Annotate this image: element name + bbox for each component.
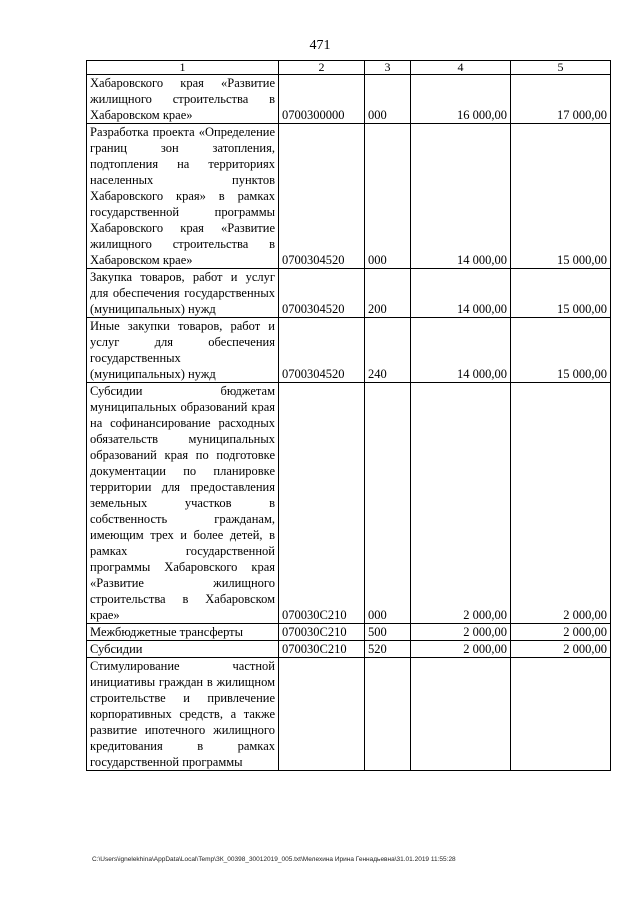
- header-cell: 3: [365, 61, 411, 75]
- row-amount-col4: 16 000,00: [411, 75, 511, 124]
- row-description: Иные закупки товаров, работ и услуг для обеспечения государственных (муниципальных) нужд: [87, 318, 279, 383]
- row-expense-type: [365, 658, 411, 771]
- row-target-code: 070030С210: [279, 383, 365, 624]
- row-expense-type: 000: [365, 124, 411, 269]
- row-description: Субсидии бюджетам муниципальных образований края на софинансирование расходных обязательств муниципальных образований края по подготовке документации по планировке территории для предоставления земельных участков в собственность гражданам, имеющим трех и более детей, в рамках государственной программы Хабаровского края «Развитие жилищного строительства в Хабаровском крае»: [87, 383, 279, 624]
- row-amount-col5: 15 000,00: [511, 318, 611, 383]
- row-amount-col5: 15 000,00: [511, 124, 611, 269]
- row-expense-type: 000: [365, 383, 411, 624]
- row-target-code: 070030С210: [279, 641, 365, 658]
- row-expense-type: 200: [365, 269, 411, 318]
- row-description: Хабаровского края «Развитие жилищного строительства в Хабаровском крае»: [87, 75, 279, 124]
- table-row: [87, 383, 611, 624]
- row-amount-col4: 14 000,00: [411, 124, 511, 269]
- table-row: [87, 75, 611, 124]
- row-target-code: 0700304520: [279, 124, 365, 269]
- row-target-code: 0700304520: [279, 269, 365, 318]
- row-expense-type: 520: [365, 641, 411, 658]
- table-header-row: [87, 61, 611, 75]
- row-expense-type: 000: [365, 75, 411, 124]
- row-description: Разработка проекта «Определение границ зон затопления, подтопления на территориях населенных пунктов Хабаровского края» в рамках государственной программы Хабаровского края «Развитие жилищного строительства в Хабаровском крае»: [87, 124, 279, 269]
- row-description: Межбюджетные трансферты: [87, 624, 279, 641]
- row-description: Стимулирование частной инициативы граждан в жилищном строительстве и привлечение корпоративных средств, а также развитие ипотечного жилищного кредитования в рамках государственной программы: [87, 658, 279, 771]
- row-target-code: [279, 658, 365, 771]
- row-amount-col4: 2 000,00: [411, 641, 511, 658]
- row-amount-col4: 14 000,00: [411, 318, 511, 383]
- table-row: [87, 641, 611, 658]
- header-cell: 4: [411, 61, 511, 75]
- row-target-code: 0700300000: [279, 75, 365, 124]
- budget-table: [86, 60, 611, 771]
- row-expense-type: 500: [365, 624, 411, 641]
- row-amount-col5: 2 000,00: [511, 641, 611, 658]
- page-number: 471: [309, 38, 331, 53]
- row-description: Закупка товаров, работ и услуг для обеспечения государственных (муниципальных) нужд: [87, 269, 279, 318]
- header-cell: 2: [279, 61, 365, 75]
- document-footer-path: C:\Users\ignelekhina\AppData\Local\Temp\ЗК_00398_30012019_005.txt\Мелехина Ирина Геннадьевна\31.01.2019 11:55:28: [92, 856, 456, 863]
- row-amount-col4: 2 000,00: [411, 624, 511, 641]
- header-cell: 5: [511, 61, 611, 75]
- row-amount-col4: 14 000,00: [411, 269, 511, 318]
- row-amount-col4: [411, 658, 511, 771]
- row-target-code: 070030С210: [279, 624, 365, 641]
- row-amount-col5: 2 000,00: [511, 624, 611, 641]
- row-target-code: 0700304520: [279, 318, 365, 383]
- table-row: [87, 269, 611, 318]
- table-row: [87, 318, 611, 383]
- table-row: [87, 624, 611, 641]
- table-row: [87, 658, 611, 771]
- row-amount-col4: 2 000,00: [411, 383, 511, 624]
- row-expense-type: 240: [365, 318, 411, 383]
- row-amount-col5: 2 000,00: [511, 383, 611, 624]
- row-amount-col5: 17 000,00: [511, 75, 611, 124]
- row-amount-col5: 15 000,00: [511, 269, 611, 318]
- row-description: Субсидии: [87, 641, 279, 658]
- header-cell: 1: [87, 61, 279, 75]
- row-amount-col5: [511, 658, 611, 771]
- table-row: [87, 124, 611, 269]
